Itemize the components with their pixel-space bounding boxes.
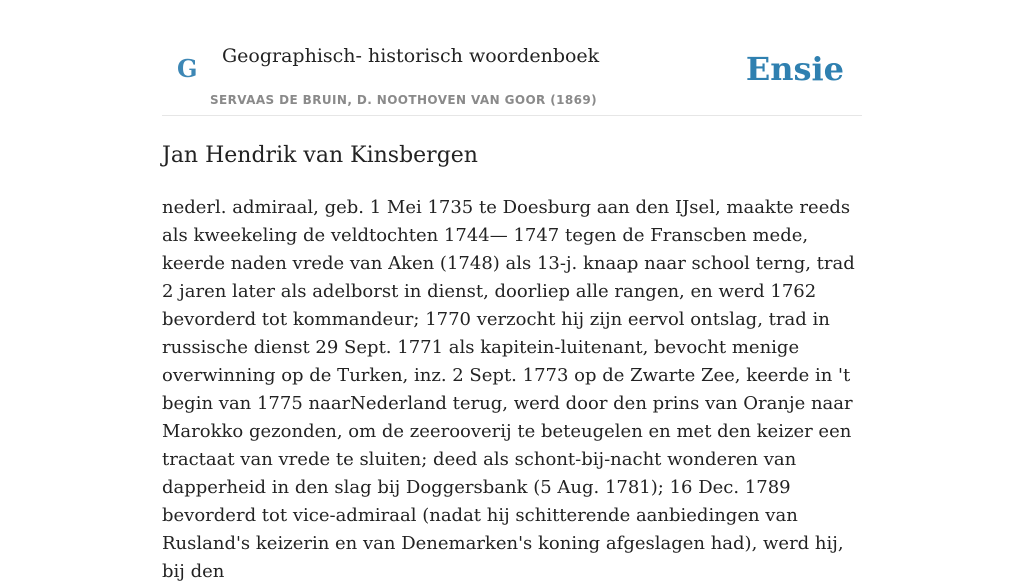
entry-body: nederl. admiraal, geb. 1 Mei 1735 te Doesburg aan den IJsel, maakte reeds als kweekeling de veldtochten 1744— 1747 tegen de Franscben mede, keerde naden vrede van Aken (1748) als 13-j. knaap naar school terng, trad 2 jaren later als adelborst in dienst, doorliep alle rangen, en werd 1762 bevorderd tot kommandeur; 1770 verzocht hij zijn eervol ontslag, trad in russische dienst 29 Sept. 1771 als kapitein-luitenant, bevocht menige overwinning op de Turken, inz. 2 Sept. 1773 op de Zwarte Zee, keerde in 't begin van 1775 naarNederland terug, werd door den prins van Oranje naar Marokko gezonden, om de zeerooverij te beteugelen en met den keizer een tractaat van vrede te sluiten; deed als schont-bij-nacht wonderen van dapperheid in den slag bij Doggersbank (5 Aug. 1781); 16 Dec. 1789 bevorderd tot vice-admiraal (nadat hij schitterende aanbiedingen van Rusland's keizerin en van Denemarken's koning afgeslagen had), werd hij, bij den — [162, 197, 855, 582]
entry-title: Jan Hendrik van Kinsbergen — [162, 143, 478, 168]
page — [162, 0, 862, 586]
book-author: SERVAAS DE BRUIN, D. NOOTHOVEN VAN GOOR (1869) — [210, 93, 598, 107]
book-title[interactable]: Geographisch- historisch woordenboek — [222, 45, 600, 67]
brand-logo[interactable]: Ensie — [745, 50, 844, 88]
book-logo[interactable]: G — [177, 54, 198, 83]
header — [162, 0, 862, 116]
